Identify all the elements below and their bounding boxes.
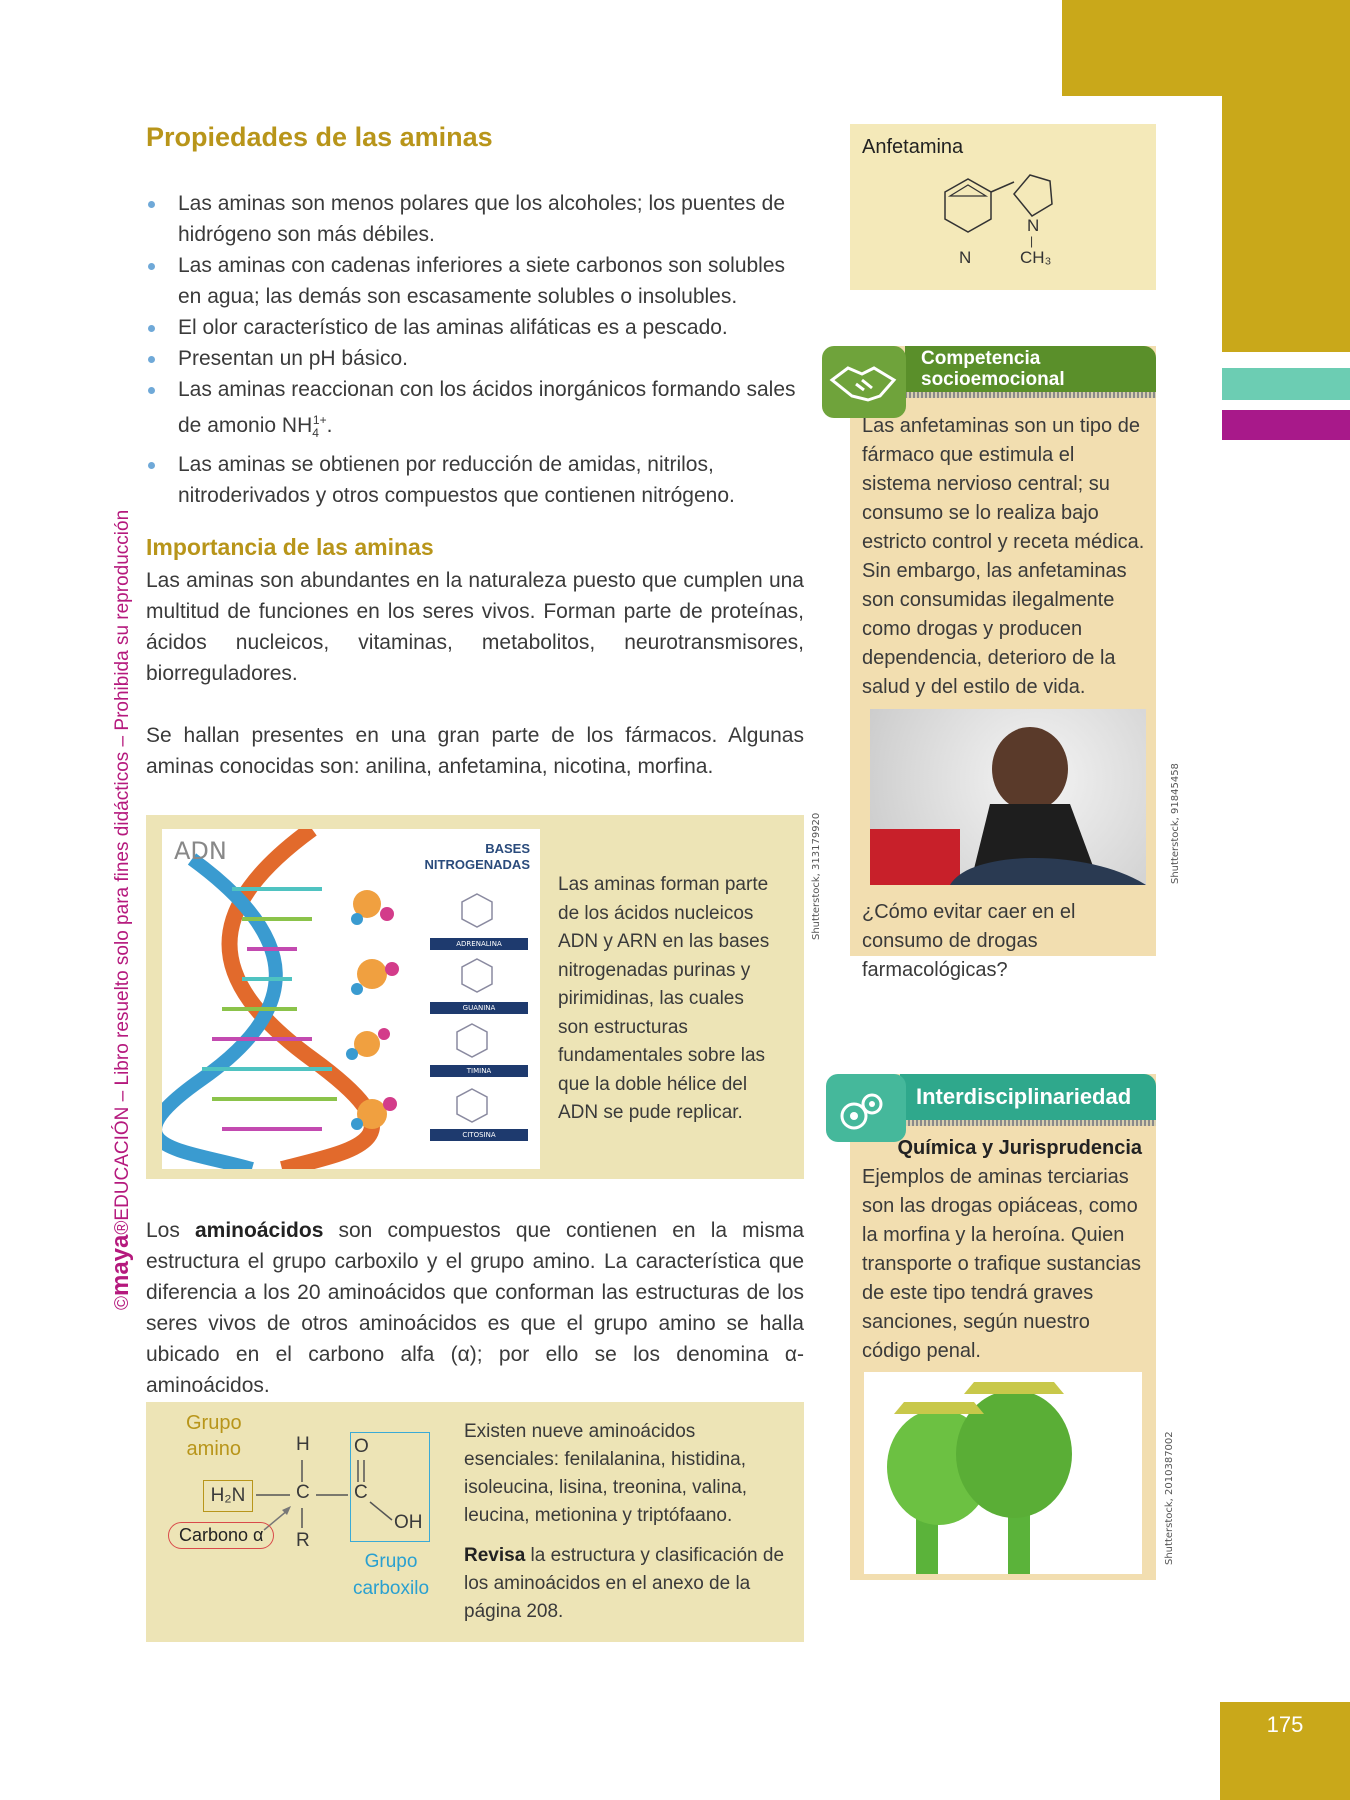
section-title: Propiedades de las aminas bbox=[146, 122, 493, 152]
carbono-alfa-label: Carbono α bbox=[168, 1522, 274, 1549]
competencia-title bbox=[921, 348, 1065, 390]
list-item: Las aminas con cadenas inferiores a siete carbonos son solubles en agua; las demás son escasamente solubles o insolubles. bbox=[146, 250, 806, 312]
bases-title bbox=[392, 841, 530, 873]
competencia-title-line-1: Competencia bbox=[921, 348, 1041, 369]
anfetamina-title: Anfetamina bbox=[862, 136, 964, 158]
base-label: CITOSINA bbox=[430, 1129, 528, 1141]
ammonium-subscript: 4 bbox=[312, 426, 319, 441]
r-group: R bbox=[296, 1530, 310, 1551]
dna-photo-credit: Shutterstock, 313179920 bbox=[811, 812, 822, 940]
inter-text: Ejemplos de aminas terciarias son las drogas opiáceas, como la morfina y la heroína. Quien transporte o trafique sustancias de este tipo tendrá graves sanciones, según nuestro código penal. bbox=[862, 1166, 1142, 1362]
teal-tab bbox=[1222, 368, 1350, 400]
competencia-photo-credit: Shutterstock, 91845458 bbox=[1170, 763, 1181, 884]
competencia-title-line-2: socioemocional bbox=[921, 369, 1065, 390]
stressed-woman-photo bbox=[870, 709, 1146, 885]
copyright-vertical bbox=[107, 510, 135, 1310]
target-icon bbox=[826, 1074, 906, 1142]
page-number: 175 bbox=[1266, 1712, 1304, 1737]
pyridine-nitrogen: N bbox=[959, 248, 972, 267]
copyright-text: EDUCACIÓN – Libro resuelto solo para fines didácticos – Prohibida su reproducción bbox=[112, 509, 133, 1221]
amino-rest: son compuestos que contienen en la misma estructura el grupo carboxilo y el grupo amino. La característica que diferencia a los 20 aminoácidos que conforman las estructuras de los seres vivos de otros aminoácidos es que el grupo amino se halla ubicado en el carbono alfa (α); por ello se los denomina α-aminoácidos. bbox=[146, 1219, 804, 1397]
grupo-carboxilo-label bbox=[346, 1548, 436, 1602]
inter-photo-credit: Shutterstock, 2010387002 bbox=[1164, 1431, 1175, 1565]
importance-paragraph-2: Se hallan presentes en una gran parte de los fármacos. Algunas aminas conocidas son: anilina, anfetamina, nicotina, morfina. bbox=[146, 724, 804, 778]
base-label: GUANINA bbox=[430, 1002, 528, 1014]
list-item: Las aminas se obtienen por reducción de amidas, nitrilos, nitroderivados y otros compuestos que contienen nitrógeno. bbox=[146, 449, 806, 511]
n-bond: | bbox=[1030, 234, 1034, 248]
side-band bbox=[1222, 96, 1350, 352]
ammonium-text: Las aminas reaccionan con los ácidos inorgánicos formando sales de amonio NH bbox=[178, 378, 796, 437]
essential-aminoacids-text: Existen nueve aminoácidos esenciales: fenilalanina, histidina, isoleucina, lisina, treonina, valina, leucina, metionina y triptófaano. bbox=[464, 1421, 748, 1526]
dna-caption: Las aminas forman parte de los ácidos nucleicos ADN y ARN en las bases nitrogenadas purinas y pirimidinas, las cuales son estructuras fundamentales sobre las que la doble hélice del ADN se pude replicar. bbox=[558, 874, 770, 1123]
carboxyl-carbon-atom: C bbox=[354, 1482, 368, 1503]
importance-title: Importancia de las aminas bbox=[146, 534, 434, 560]
h2n-group: H₂N bbox=[203, 1480, 253, 1512]
amino-bold: aminoácidos bbox=[195, 1219, 324, 1242]
aminoacid-paragraph bbox=[146, 1215, 804, 1401]
bases-title-line-2: NITROGENADAS bbox=[424, 857, 530, 872]
base-label: TIMINA bbox=[430, 1065, 528, 1077]
base-label: ADRENALINA bbox=[430, 938, 528, 950]
properties-list bbox=[146, 188, 806, 511]
competencia-question: ¿Cómo evitar caer en el consumo de drogas farmacológicas? bbox=[862, 901, 1076, 981]
pyrrolidine-nitrogen: N bbox=[1027, 216, 1040, 235]
competencia-text: Las anfetaminas son un tipo de fármaco que estimula el sistema nervioso central; su consumo se lo realiza bajo estricto control y receta médica. Sin embargo, las anfetaminas son consumidas ilegalmente como drogas y producen dependencia, deterioro de la salud y del estilo de vida. bbox=[862, 415, 1145, 698]
importance-paragraph-1: Las aminas son abundantes en la naturaleza puesto que cumplen una multitud de funciones en los seres vivos. Forman parte de proteínas, ácidos nucleicos, vitaminas, metabolitos, neurotransmisores, biorreguladores. bbox=[146, 569, 804, 685]
magenta-tab bbox=[1222, 410, 1350, 440]
list-item: Las aminas son menos polares que los alcoholes; los puentes de hidrógeno son más débiles. bbox=[146, 188, 806, 250]
adn-label: ADN bbox=[174, 837, 227, 865]
poppy-photo bbox=[864, 1372, 1142, 1574]
methyl-group: CH₃ bbox=[1020, 248, 1052, 267]
hydroxyl-group: OH bbox=[394, 1512, 423, 1533]
revisa-text bbox=[464, 1542, 788, 1626]
dna-illustration bbox=[162, 829, 540, 1169]
anfetamina-box bbox=[850, 124, 1156, 290]
grupo-carboxilo-line-2: carboxilo bbox=[352, 1578, 430, 1599]
brand-logo: maya bbox=[107, 1234, 134, 1296]
inter-divider bbox=[900, 1120, 1156, 1126]
grupo-amino-line-2: amino bbox=[186, 1438, 242, 1460]
grupo-amino-line-1: Grupo bbox=[186, 1412, 242, 1434]
dna-helix-icon bbox=[162, 829, 540, 1169]
hydrogen-atom: H bbox=[296, 1434, 310, 1455]
list-item: Presentan un pH básico. bbox=[146, 343, 806, 374]
dna-box bbox=[146, 815, 804, 1179]
ammonium-superscript: 1+ bbox=[312, 413, 327, 427]
list-item: Las aminas reaccionan con los ácidos inorgánicos formando sales de amonio $NH_4^{1+}$. bbox=[146, 374, 806, 449]
grupo-carboxilo-line-1: Grupo bbox=[364, 1551, 418, 1572]
oxygen-atom: O bbox=[354, 1436, 369, 1457]
inter-title: Interdisciplinariedad bbox=[916, 1084, 1132, 1109]
revisa-rest: la estructura y clasificación de los aminoácidos en el anexo de la página 208. bbox=[464, 1545, 785, 1622]
alpha-carbon-atom: C bbox=[296, 1482, 310, 1503]
copyright-symbol: © bbox=[112, 1296, 133, 1310]
inter-header bbox=[900, 1074, 1156, 1120]
aminoacid-box bbox=[146, 1402, 804, 1642]
corner-band bbox=[1062, 0, 1350, 96]
inter-subtitle: Química y Jurisprudencia bbox=[897, 1137, 1142, 1159]
revisa-bold: Revisa bbox=[464, 1545, 526, 1566]
registered-mark: ® bbox=[112, 1220, 133, 1235]
competencia-divider bbox=[905, 392, 1156, 398]
list-item: El olor característico de las aminas alifáticas es a pescado. bbox=[146, 312, 806, 343]
amino-prefix: Los bbox=[146, 1219, 195, 1242]
competencia-header bbox=[905, 346, 1156, 392]
handshake-icon bbox=[822, 346, 906, 418]
bases-title-line-1: BASES bbox=[485, 841, 530, 856]
